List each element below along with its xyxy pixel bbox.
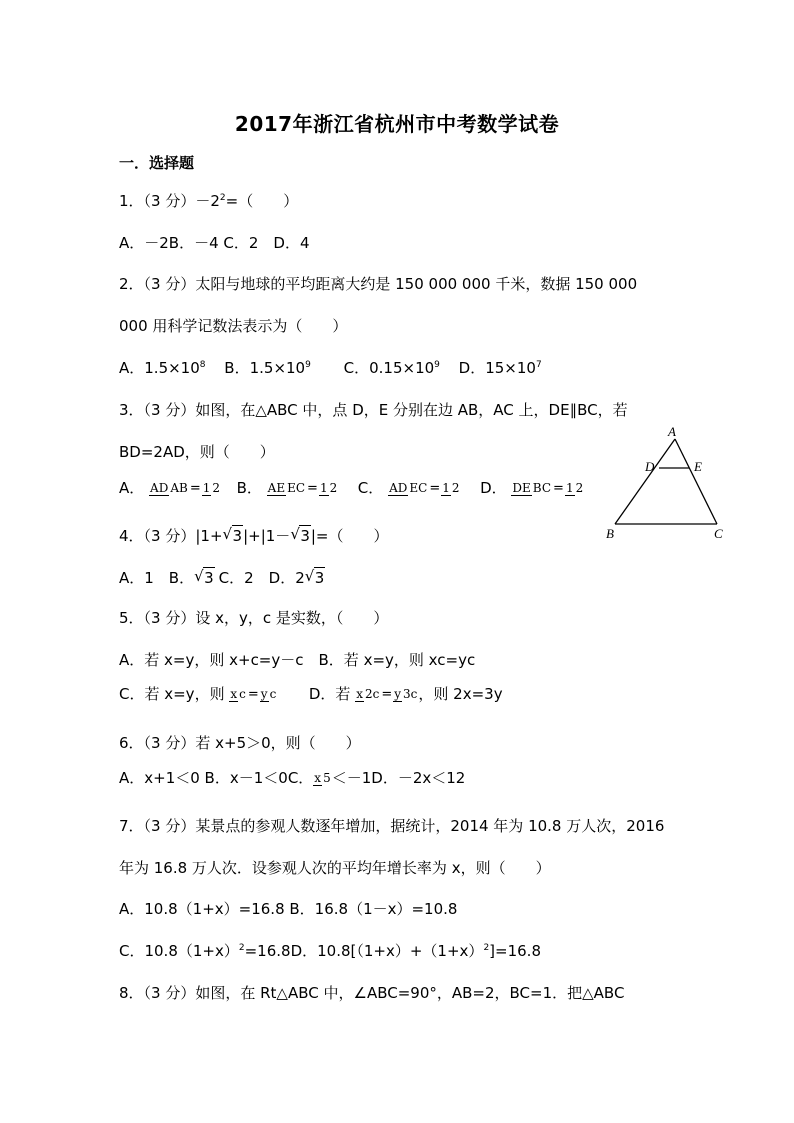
question-4: 4．（3 分）|1+ √ 3|+|1－ √ 3|=（ ） <box>119 525 389 545</box>
side-ab <box>615 439 675 524</box>
question-7-options-cd: C．$10.8(1+x)^2=16.8D$．$10.8[(1+x)+(1+x)^2]=16.8$ <box>119 942 541 960</box>
vertex-b-label: B <box>606 526 614 541</box>
vertex-c-label: C <box>714 526 723 541</box>
vertex-a-label: A <box>668 424 676 439</box>
question-2-line-2: 000 用科学记数法表示为（ ） <box>119 317 348 335</box>
section-heading: 一．选择题 <box>119 154 195 172</box>
question-4-options: A．1 B． √ 3 C．2 D．2 √ 3 <box>119 567 325 587</box>
question-3-line-1: 3．（3 分）如图，在△ABC 中，点 D，E 分别在边 AB，AC 上，DE∥BC，若 <box>119 401 628 419</box>
question-7-options-ab: A．10.8（1+x）=16.8 B．16.8（1－x）=10.8 <box>119 900 458 918</box>
question-7-line-1: 7．（3 分）某景点的参观人数逐年增加，据统计，2014 年为 10.8 万人次，2016 <box>119 817 665 835</box>
question-5: 5．（3 分）设 x，y，c 是实数，（ ） <box>119 609 389 627</box>
triangle-figure <box>600 422 740 547</box>
question-2-line-1: 2．（3 分）太阳与地球的平均距离大约是 150 000 000 千米，数据 150 000 <box>119 275 638 293</box>
fraction: AD AB <box>150 481 188 495</box>
question-6-options: A．x+1＜0 B．x－1＜0C．x 5＜－1D．－2x＜12 <box>119 769 466 787</box>
vertex-e-label: E <box>694 459 702 474</box>
question-3-line-2: BD=2AD，则（ ） <box>119 443 275 461</box>
question-6: 6．（3 分）若 x+5＞0，则（ ） <box>119 734 361 752</box>
question-5-options-ab: A．若 x=y，则 x+c=y－c B．若 x=y，则 xc=yc <box>119 651 476 669</box>
question-8: 8．（3 分）如图，在 Rt△ABC 中，∠ABC=90°，AB=2，BC=1．把△ABC <box>119 984 625 1002</box>
page-title: 2017年浙江省杭州市中考数学试卷 <box>234 112 560 136</box>
vertex-d-label: D <box>645 459 655 474</box>
question-1: 1．（3 分）$-2^2=$（ ） <box>119 192 299 210</box>
question-2-options: A．$1.5\times 10^8$ B．$1.5\times 10^9$ C．$0.15\times 10^9$ D．$15\times 10^7$ <box>119 359 542 377</box>
question-3-options: A． AD AB = 1 2 B． AE EC = 1 2 C． AD EC = 1 2 D． DE BC = 1 2 <box>119 479 584 497</box>
side-ac <box>675 439 717 524</box>
question-1-options: A．－2B．－4 C．2 D．4 <box>119 234 310 252</box>
question-5-options-cd: C．若 x=y，则 x c = y c D．若 x 2c = y 3c，则 2x=3y <box>119 685 503 703</box>
question-7-line-2: 年为 16.8 万人次．设参观人次的平均年增长率为 x，则（ ） <box>119 859 551 877</box>
